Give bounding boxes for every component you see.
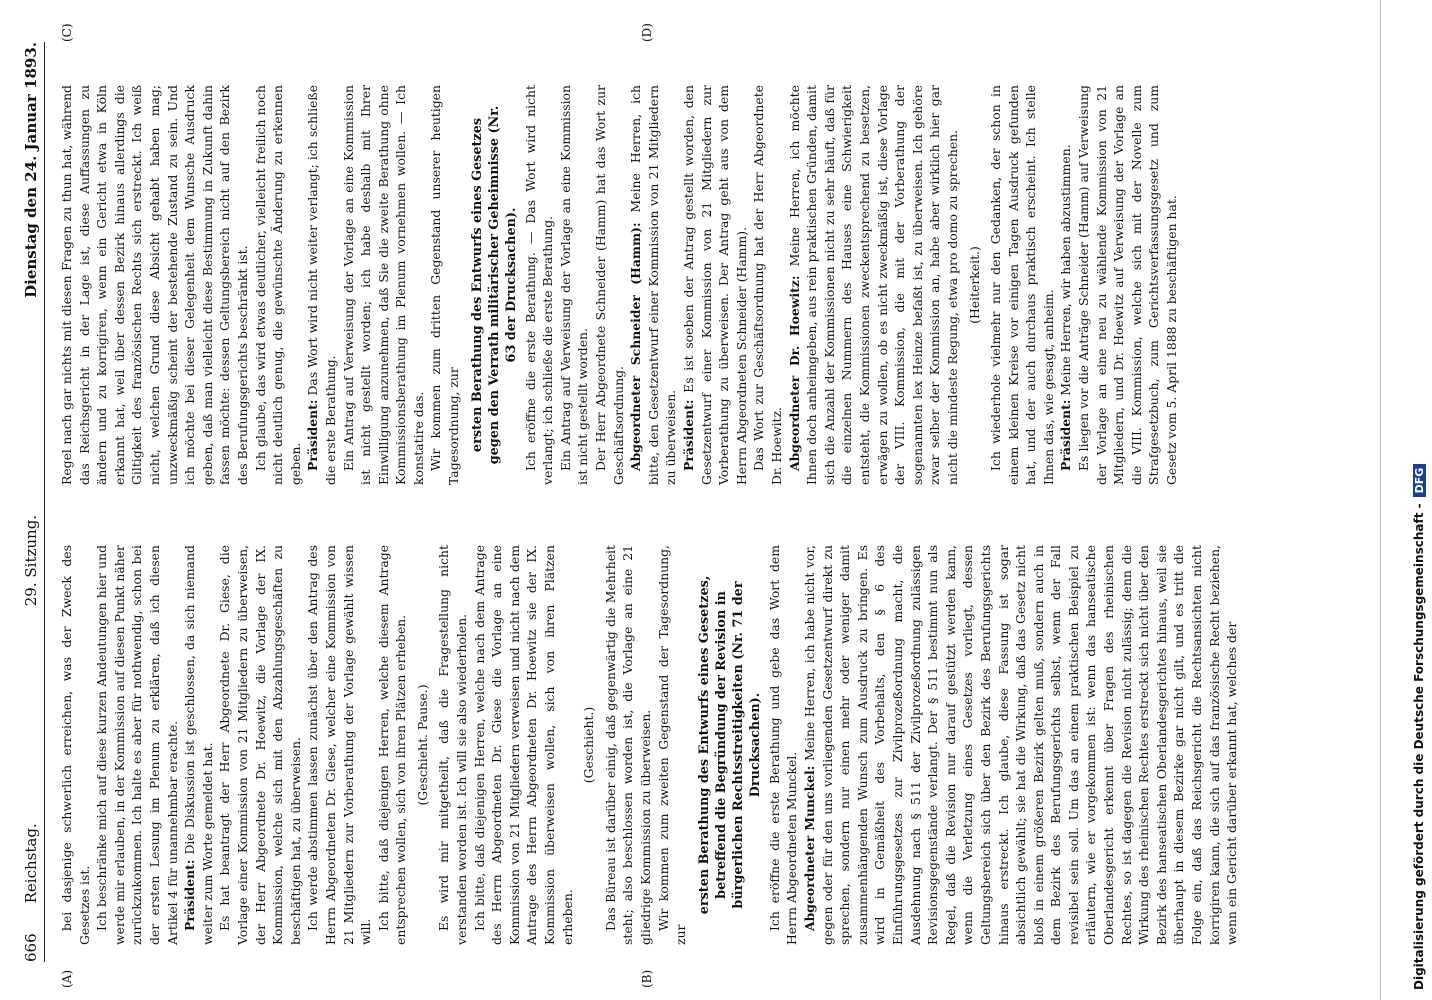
- publication-name: Reichstag.: [22, 823, 40, 904]
- speaker-label: Abgeordneter Munckel:: [801, 765, 817, 931]
- paragraph: Ein Antrag auf Verweisung der Vorlage an eine Kommission ist nicht gestellt worden.: [557, 85, 591, 485]
- paragraph: Ich eröffne die erste Berathung. — Das Wort wird nicht verlangt; ich schließe die erste Berathung.: [522, 85, 556, 485]
- margin-divider: [1380, 0, 1381, 1000]
- paragraph: Das Büreau ist darüber einig, daß gegenwärtig die Mehrheit steht; also beschlossen worden ist, die Vorlage an eine 21 gliedrige Kommission zu überweisen.: [602, 545, 653, 945]
- paragraph: [304, 85, 339, 485]
- speech-text: Die Diskussion ist geschlossen, da sich niemand weiter zum Worte gemeldet hat.: [182, 545, 215, 945]
- paragraph: [786, 85, 962, 485]
- credit-text: Digitalisierung gefördert durch die Deutsche Forschungsgemeinschaft -: [1412, 503, 1426, 990]
- stage-direction: (Geschieht. Pause.): [414, 684, 430, 806]
- paragraph: [627, 85, 680, 485]
- paragraph: Ich werde abstimmen lassen zunächst über den Antrag des Herrn Abgeordneten Dr. Giese, welcher eine Kommission von 21 Mitgliedern zur Vorberathung der Vorlage gewählt wissen will.: [305, 545, 374, 945]
- speech-text: Meine Herren, ich habe nicht vor, gegen oder für den uns vorliegenden Gesetzentwurf direkt zu sprechen, sondern nur einen mehr oder weniger damit zusammenhängenden Wunsch zum Ausdruck zu bringen. Es wird in Gemäßheit des Vorbehalts, den § 6 des Einführungsgesetzes zur Zivilprozeßordnung macht, die Ausdehnung nach § 511 der Zivilprozeßordnung zulässigen Revisionsgegenstände verlangt. Der § 511 bestimmt nun als Regel, daß die Revision nur darauf gestützt werden kann, wenn die Verletzung eines Gesetzes vorliegt, dessen Geltungsbereich sich über den Bezirk des Berufungsgerichts hinaus erstreckt. Ich glaube, diese Fassung ist sogar absichtlich gewählt; sie hat die Wirkung, daß das Gesetz nicht bloß in einem größeren Bezirk gelten muß, sondern auch in dem Bezirk des Berufungsgerichts selbst, wenn der Fall revisibel sein soll. Um das an einem praktischen Beispiel zu erläutern, wie er vorgekommen ist: wenn das hanseatische Oberlandesgericht erkennt über Fragen des rheinischen Rechtes, so ist dagegen die Revision nicht zulässig; denn die Wirkung des rheinischen Rechtes erstreckt sich nicht über den Bezirk des hanseatischen Oberlandesgerichtes hinaus, weil sie überhaupt in diesem Bezirke gar nicht gilt, und es tritt die Folge ein, daß das Reichsgericht die Rechtsansichten nicht korrigiren kann, die sich auf das französische Recht beziehen, wenn ein Gericht darüber erkannt hat, welches der: [801, 545, 1240, 945]
- paragraph: Regel nach gar nichts mit diesen Fragen zu thun hat, während das Reichsgericht in der Lage ist, diese Auffassungen zu ändern und zu korrigiren, wenn ein Gericht etwa in Köln erkannt hat, weil über dessen Bezirk hinaus allerdings die Giltigkeit des französischen Rechts sich erstreckt. Ich weiß nicht, welchen Grund diese Absicht gehabt haben mag; unzweckmäßig scheint der bestehende Zustand zu sein. Und ich möchte bei dieser Gelegenheit dem Wunsche Ausdruck geben, daß man vielleicht diese Bestimmung in Zukunft dahin fassen möchte: dessen Geltungsbereich nicht auf den Bezirk des Berufungsgerichts beschränkt ist.: [59, 85, 250, 485]
- speaker-label: Präsident:: [182, 859, 198, 931]
- paragraph: Das Wort zur Geschäftsordnung hat der Herr Abgeordnete Dr. Hoewitz.: [751, 85, 784, 485]
- agenda-item-heading: ersten Berathung des Entwurfs eines Gesetzes, betreffend die Begründung der Revision in bürgerlichen Rechtsstreitigkeiten (Nr. 71 der Drucksachen).: [696, 575, 763, 915]
- speaker-label: Abgeordneter Schneider (Hamm):: [628, 222, 644, 471]
- speech-text: Das Wort wird nicht weiter verlangt; ich schließe die erste Berathung.: [305, 85, 338, 485]
- margin-marker-c: (C): [60, 23, 74, 42]
- speaker-label: Präsident:: [1058, 399, 1074, 471]
- margin-marker-d: (D): [640, 23, 654, 42]
- speech-text: Meine Herren, wir haben abzustimmen.: [1058, 144, 1074, 396]
- margin-marker-b: (B): [640, 969, 654, 988]
- dfg-logo: DFG: [1413, 464, 1426, 498]
- paragraph: Es wird mir mitgetheilt, daß die Fragestellung nicht verstanden worden ist. Ich will sie also wiederholen.: [436, 545, 470, 945]
- session-label: 29. Sitzung.: [22, 514, 40, 607]
- paragraph: Wir kommen zum dritten Gegenstand unserer heutigen Tagesordnung, zur: [428, 85, 462, 485]
- session-date: Dienstag den 24. Januar 1893.: [22, 42, 40, 298]
- speaker-label: Präsident:: [305, 399, 321, 471]
- paragraph: Der Herr Abgeordnete Schneider (Hamm) hat das Wort zur Geschäftsordnung.: [593, 85, 626, 485]
- paragraph: Es hat beantragt der Herr Abgeordnete Dr. Giese, die Vorlage einer Kommission von 21 Mitgliedern zu überweisen, der Herr Abgeordnete Dr. Hoewitz, die Vorlage der IX. Kommission, welche sich mit den Abzahlungsgeschäften zu beschäftigen hat, zu überweisen.: [217, 545, 303, 945]
- page-header: [18, 42, 45, 962]
- stage-direction: (Geschieht.): [581, 706, 597, 784]
- digitization-credit: [1410, 10, 1428, 990]
- margin-marker-a: (A): [60, 969, 74, 988]
- paragraph: Ich eröffne die erste Berathung und gebe das Wort dem Herrn Abgeordneten Munckel.: [766, 545, 800, 945]
- speech-text: Meine Herren, ich bitte, den Gesetzentwurf einer Kommission von 21 Mitgliedern zu überweisen.: [628, 85, 679, 485]
- right-column: [58, 85, 1180, 485]
- paragraph: Ich bitte, daß diejenigen Herren, welche diesem Antrage entsprechen wollen, sich von ihren Plätzen erheben.: [375, 545, 409, 945]
- paragraph: Ich glaube, das wird etwas deutlicher, vielleicht freilich noch nicht deutlich genug, die gewünschte Änderung zu erkennen geben.: [252, 85, 303, 485]
- paragraph: [181, 545, 216, 945]
- speaker-label: Präsident:: [681, 399, 696, 471]
- paragraph: Wir kommen zum zweiten Gegenstand der Tagesordnung, zur: [655, 545, 689, 945]
- paragraph: bei dasjenige schwerlich erreichen, was der Zweck des Gesetzes ist.: [59, 545, 92, 945]
- speech-text: Meine Herren, ich möchte Ihnen doch anheimgeben, aus rein praktischen Gründen, damit sich die Anzahl der Kommissionen nicht zu sehr häuft, daß für die einzelnen Nummern des Hauses eine Schwierigkeit entsteht, die Kommissionen zweckentsprechend zu besetzen, erwägen zu wollen, ob es nicht zweckmäßig ist, diese Vorlage der VIII. Kommission, die mit der Vorberathung der sogenannten lex Heinze befaßt ist, zu überweisen. Ich gehöre zwar selber der Kommission an, habe aber wirklich hier gar nicht die mindeste Regung, etwa pro domo zu sprechen.: [786, 85, 960, 485]
- paragraph: Ich bitte, daß diejenigen Herren, welche nach dem Antrage des Herrn Abgeordneten Dr. Giese die Vorlage an eine Kommission von 21 Mitgliedern verweisen und nicht nach dem Antrage des Herrn Abgeordneten Dr. Hoewitz sie der IX. Kommission überweisen wollen, sich von ihren Plätzen erheben.: [471, 545, 575, 945]
- left-column: [58, 545, 1240, 945]
- paragraph: [1057, 85, 1075, 485]
- speech-text: Es ist soeben der Antrag gestellt worden, den Gesetzentwurf einer Kommission von 21 Mitgliedern zur Vorberathung zu überweisen. Der Antrag geht aus von dem Herrn Abgeordneten Schneider (Hamm).: [681, 85, 749, 485]
- agenda-item-heading: ersten Berathung des Entwurfs eines Gesetzes gegen den Verrath militärischer Geheimnisse (Nr. 63 der Drucksachen).: [469, 105, 519, 465]
- page-number: 666: [22, 933, 40, 962]
- paragraph: Es liegen vor die Anträge Schneider (Hamm) auf Verweisung der Vorlage an eine neu zu wählende Kommission von 21 Mitgliedern, und Dr. Hoewitz auf Verweisung der Vorlage an die VIII. Kommission, welche sich mit der Novelle zum Strafgesetzbuch, zum Gerichtsverfassungsgesetz und zum Gesetz vom 5. April 1888 zu beschäftigen hat.: [1076, 85, 1180, 485]
- paragraph: Ich wiederhole vielmehr nur den Gedanken, der schon in einem kleinen Kreise vor einigen Tagen Ausdruck gefunden hat, und der auch durchaus praktisch erscheint. Ich stelle Ihnen das, wie gesagt, anheim.: [988, 85, 1056, 485]
- paragraph: [801, 545, 1241, 945]
- paragraph: [680, 85, 750, 485]
- speaker-label: Abgeordneter Dr. Hoewitz:: [786, 275, 802, 471]
- paragraph: Ein Antrag auf Verweisung der Vorlage an eine Kommission ist nicht gestellt worden; ich habe deshalb mit Ihrer Einwilligung anzunehmen, daß Sie die zweite Berathung ohne Kommissionsberathung im Plenum vornehmen wollen. — Ich konstatire das.: [340, 85, 426, 485]
- paragraph: Ich beschränke mich auf diese kurzen Andeutungen hier und werde mir erlauben, in der Kommission auf diesen Punkt näher zurückzukommen. Ich halte es aber für nothwendig, schon bei der ersten Lesung im Plenum zu erklären, daß ich diesen Artikel 4 für unannehmbar erachte.: [94, 545, 180, 945]
- stage-direction: (Heiterkeit.): [966, 246, 982, 324]
